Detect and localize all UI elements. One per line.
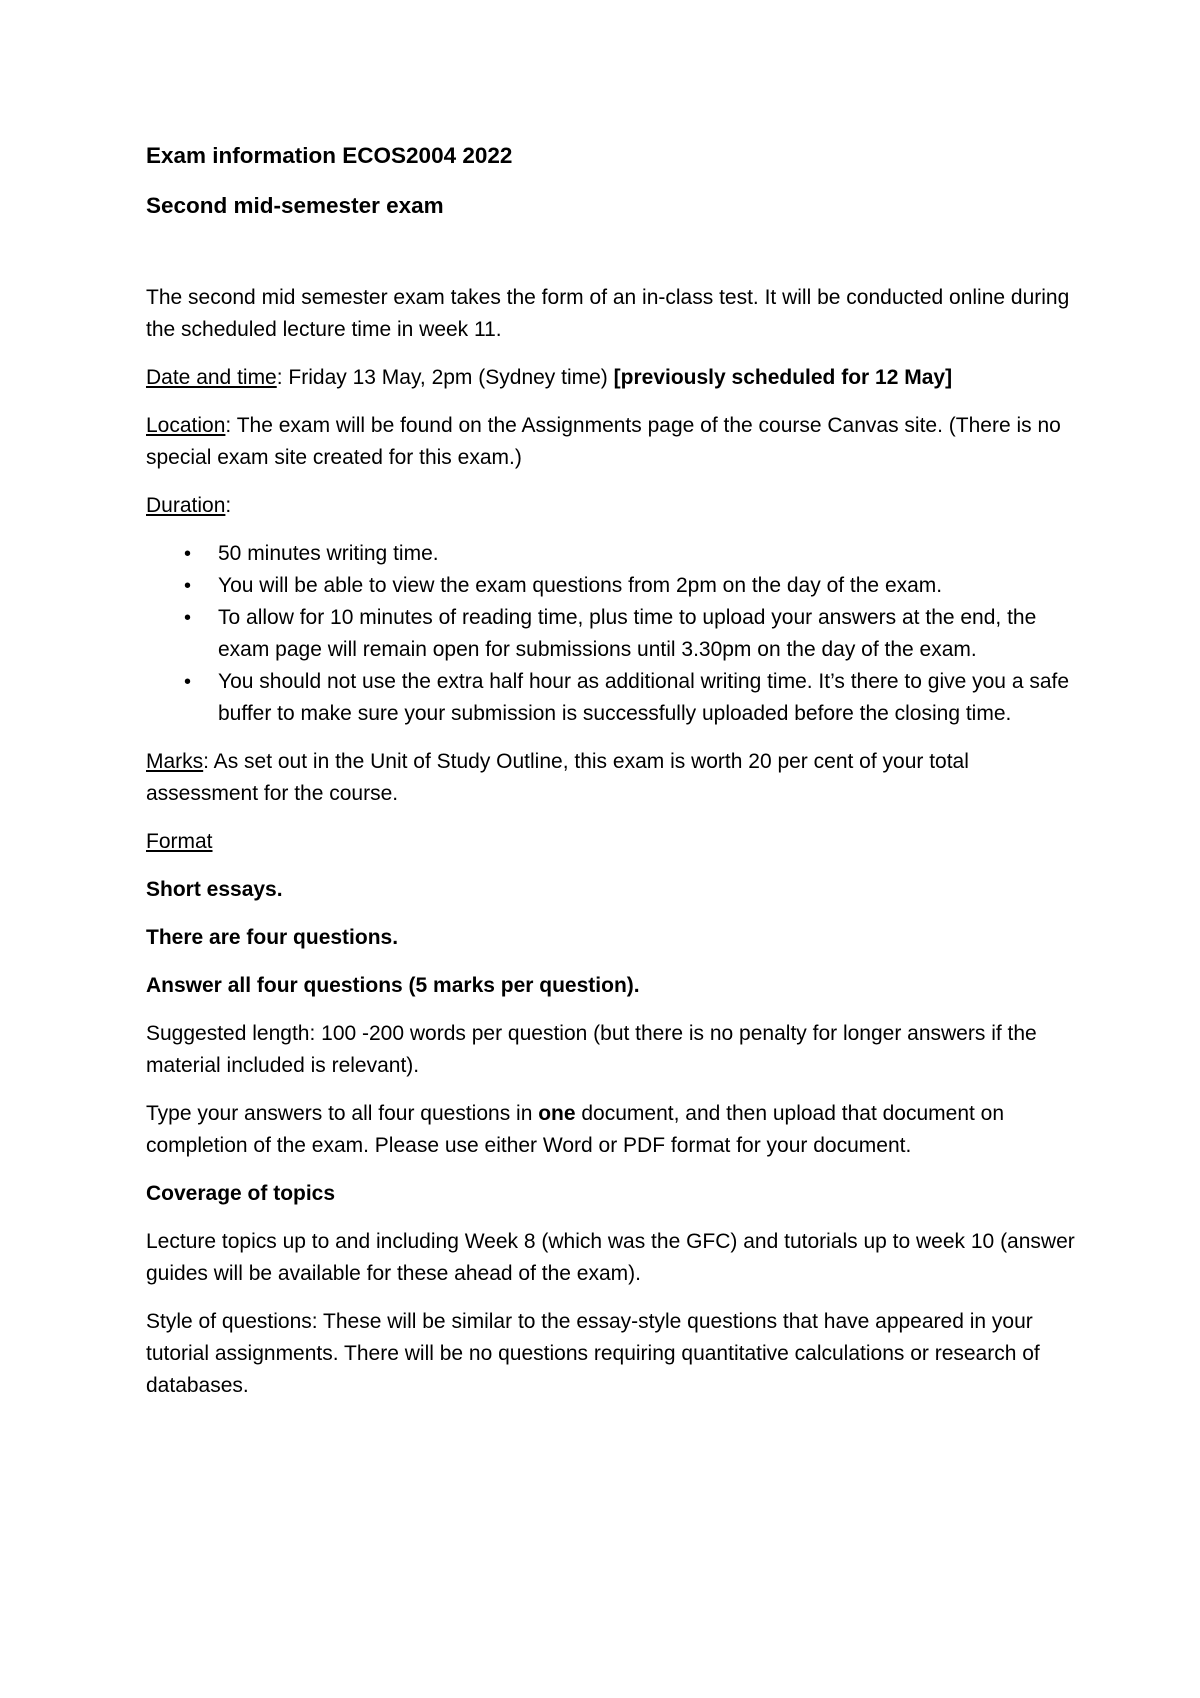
bullet-icon: • xyxy=(184,671,192,693)
location-text: : The exam will be found on the Assignments page of the course Canvas site. (There is no special exam site created for this exam.) xyxy=(146,414,1061,469)
coverage-topics-paragraph: Lecture topics up to and including Week 8 (which was the GFC) and tutorials up to week 10 (answer guides will be available for these ahead of the exam). xyxy=(146,1230,1075,1285)
coverage-heading: Coverage of topics xyxy=(146,1182,336,1205)
bullet-icon: • xyxy=(184,607,192,629)
duration-label: Duration xyxy=(146,494,226,517)
duration-colon: : xyxy=(225,494,232,517)
bullet-text: To allow for 10 minutes of reading time, plus time to upload your answers at the end, the exam page will remain open for submissions until 3.30pm on the day of the exam. xyxy=(218,606,1037,661)
format-heading: Format xyxy=(146,830,213,853)
answer-all-line: Answer all four questions (5 marks per question). xyxy=(146,974,640,997)
coverage-style-paragraph: Style of questions: These will be similar to the essay-style questions that have appeared in your tutorial assignments. There will be no questions requiring quantitative calculations or research of databases. xyxy=(146,1310,1040,1397)
suggested-length-paragraph: Suggested length: 100 -200 words per question (but there is no penalty for longer answers if the material included is relevant). xyxy=(146,1022,1037,1077)
bullet-text: You should not use the extra half hour as additional writing time. It’s there to give you a safe buffer to make sure your submission is successfully uploaded before the closing time. xyxy=(218,670,1070,725)
list-item xyxy=(146,538,1076,570)
short-essays-line: Short essays. xyxy=(146,878,283,901)
document-page xyxy=(146,140,1076,1418)
document-title: Exam information ECOS2004 2022 xyxy=(146,143,513,168)
bullet-text: You will be able to view the exam questions from 2pm on the day of the exam. xyxy=(218,574,943,597)
type-answers-paragraph xyxy=(146,1098,1076,1162)
document-subtitle: Second mid-semester exam xyxy=(146,193,444,218)
date-time-label: Date and time xyxy=(146,366,277,389)
duration-paragraph xyxy=(146,490,1076,522)
date-time-value: : Friday 13 May, 2pm (Sydney time) xyxy=(276,366,614,389)
list-item xyxy=(146,602,1076,666)
bullet-icon: • xyxy=(184,543,192,565)
intro-paragraph: The second mid semester exam takes the form of an in-class test. It will be conducted online during the scheduled lecture time in week 11. xyxy=(146,286,1070,341)
list-item xyxy=(146,666,1076,730)
location-label: Location xyxy=(146,414,226,437)
four-questions-line: There are four questions. xyxy=(146,926,399,949)
type-answers-pre: Type your answers to all four questions in xyxy=(146,1102,539,1125)
marks-label: Marks xyxy=(146,750,204,773)
type-answers-bold: one xyxy=(538,1102,576,1125)
date-time-paragraph xyxy=(146,362,1076,394)
list-item xyxy=(146,570,1076,602)
marks-paragraph xyxy=(146,746,1076,810)
marks-text: : As set out in the Unit of Study Outline, this exam is worth 20 per cent of your total assessment for the course. xyxy=(146,750,969,805)
date-time-note: [previously scheduled for 12 May] xyxy=(613,366,953,389)
duration-bullet-list xyxy=(146,538,1076,730)
bullet-icon: • xyxy=(184,575,192,597)
type-answers-post: document, and then upload that document on completion of the exam. Please use either Word or PDF format for your document. xyxy=(146,1102,1005,1157)
bullet-text: 50 minutes writing time. xyxy=(218,542,439,565)
location-paragraph xyxy=(146,410,1076,474)
